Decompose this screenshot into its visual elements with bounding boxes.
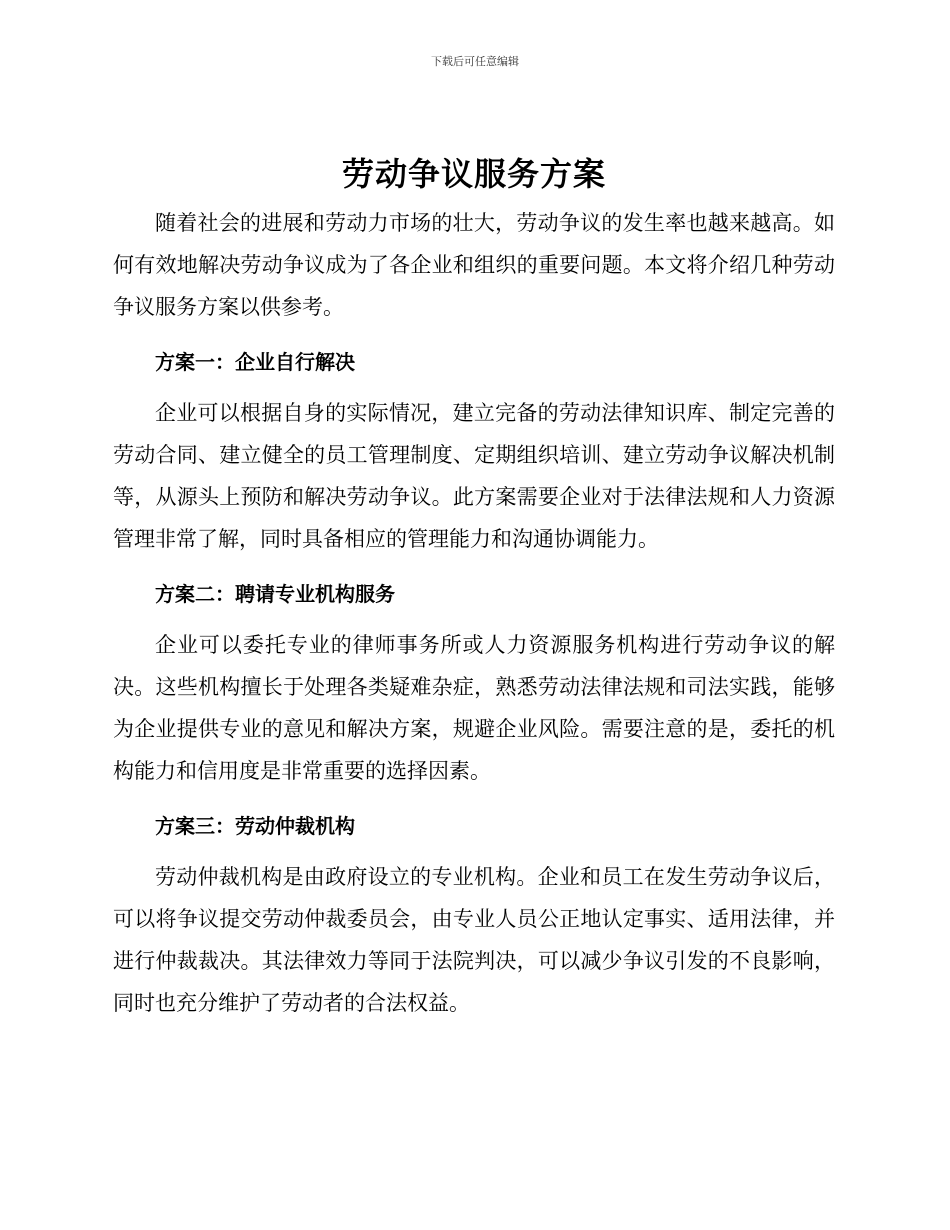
document-title: 劳动争议服务方案 xyxy=(341,155,606,193)
section-heading: 方案一：企业自行解决 xyxy=(155,350,355,374)
section-paragraph: 企业可以委托专业的律师事务所或人力资源服务机构进行劳动争议的解决。这些机构擅长于处理各类疑难杂症，熟悉劳动法律法规和司法实践，能够为企业提供专业的意见和解决方案，规避企业风险。需要注意的是，委托的机构能力和信用度是非常重要的选择因素。 xyxy=(113,633,835,783)
section-paragraph: 劳动仲裁机构是由政府设立的专业机构。企业和员工在发生劳动争议后，可以将争议提交劳动仲裁委员会，由专业人员公正地认定事实、适用法律，并进行仲裁裁决。其法律效力等同于法院判决，可以减少争议引发的不良影响，同时也充分维护了劳动者的合法权益。 xyxy=(113,865,835,1015)
section-2 xyxy=(113,578,835,792)
section-3 xyxy=(113,810,835,1024)
header-note: 下载后可任意编辑 xyxy=(431,55,519,68)
section-heading: 方案二：聘请专业机构服务 xyxy=(155,582,395,606)
intro-paragraph: 随着社会的进展和劳动力市场的壮大，劳动争议的发生率也越来越高。如何有效地解决劳动争议成为了各企业和组织的重要问题。本文将介绍几种劳动争议服务方案以供参考。 xyxy=(113,211,835,319)
document-body xyxy=(113,146,835,1024)
section-heading: 方案三：劳动仲裁机构 xyxy=(155,814,355,838)
section-paragraph: 企业可以根据自身的实际情况，建立完备的劳动法律知识库、制定完善的劳动合同、建立健全的员工管理制度、定期组织培训、建立劳动争议解决机制等，从源头上预防和解决劳动争议。此方案需要企业对于法律法规和人力资源管理非常了解，同时具备相应的管理能力和沟通协调能力。 xyxy=(113,401,835,551)
section-1 xyxy=(113,346,835,560)
